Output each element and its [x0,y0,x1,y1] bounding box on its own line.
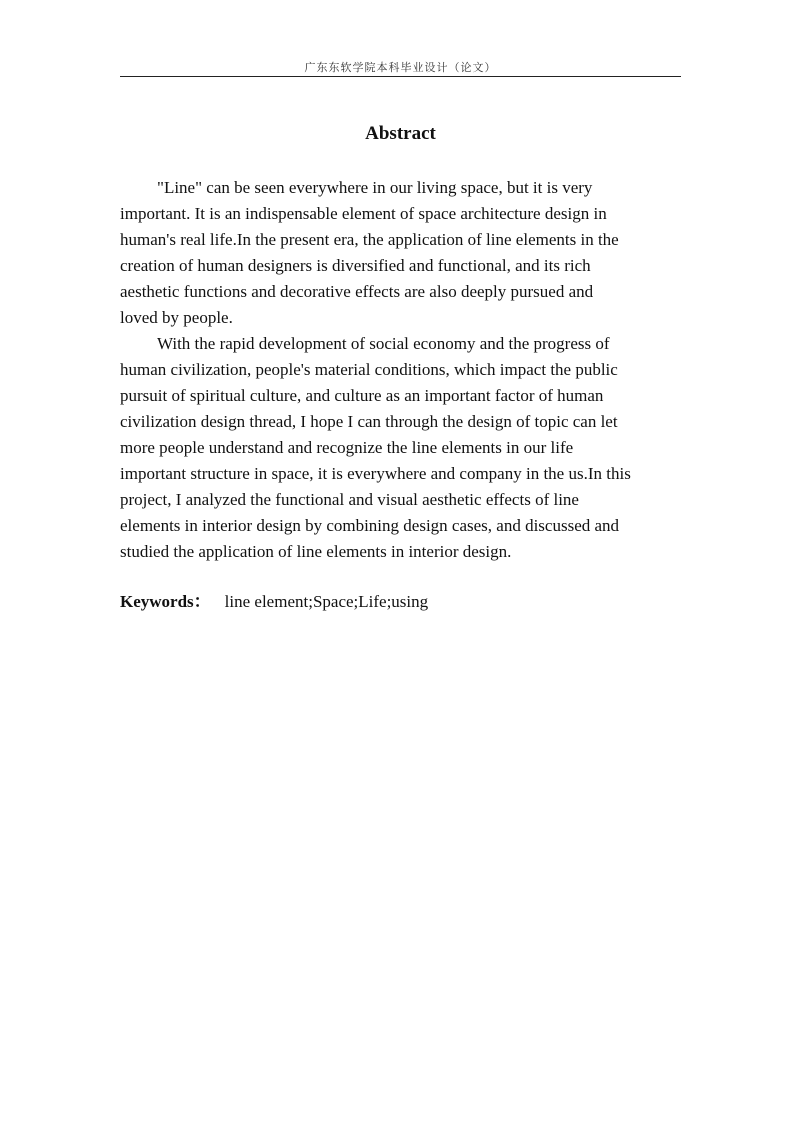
paragraph-2 [120,331,681,565]
paragraph-line: civilization design thread, I hope I can through the design of topic can let [120,412,618,431]
abstract-title: Abstract [365,123,436,144]
paragraph-line: aesthetic functions and decorative effects are also deeply pursued and [120,282,594,301]
paragraph-line: elements in interior design by combining design cases, and discussed and [120,516,620,535]
keywords-line [120,589,428,615]
paragraph-line: human civilization, people's material conditions, which impact the public [120,360,618,379]
paragraph-line: important structure in space, it is everywhere and company in the us.In this [120,464,631,483]
abstract-body [120,175,681,565]
keywords-label: Keywords： [120,592,211,611]
paragraph-line: studied the application of line elements in interior design. [120,542,512,561]
paragraph-line: human's real life.In the present era, the application of line elements in the [120,230,619,249]
paragraph-line: loved by people. [120,308,233,327]
running-header: 广东东软学院本科毕业设计（论文） [304,61,497,74]
paragraph-line: project, I analyzed the functional and visual aesthetic effects of line [120,490,579,509]
paragraph-line: creation of human designers is diversified and functional, and its rich [120,256,591,275]
paragraph-line: "Line" can be seen everywhere in our living space, but it is very [157,178,593,197]
paragraph-line: more people understand and recognize the line elements in our life [120,438,574,457]
header-rule [120,76,681,77]
paragraph-1 [120,175,681,331]
keywords-value: line element;Space;Life;using [224,592,429,611]
paragraph-line: important. It is an indispensable element of space architecture design in [120,204,607,223]
paragraph-line: With the rapid development of social economy and the progress of [157,334,610,353]
paragraph-line: pursuit of spiritual culture, and culture as an important factor of human [120,386,604,405]
